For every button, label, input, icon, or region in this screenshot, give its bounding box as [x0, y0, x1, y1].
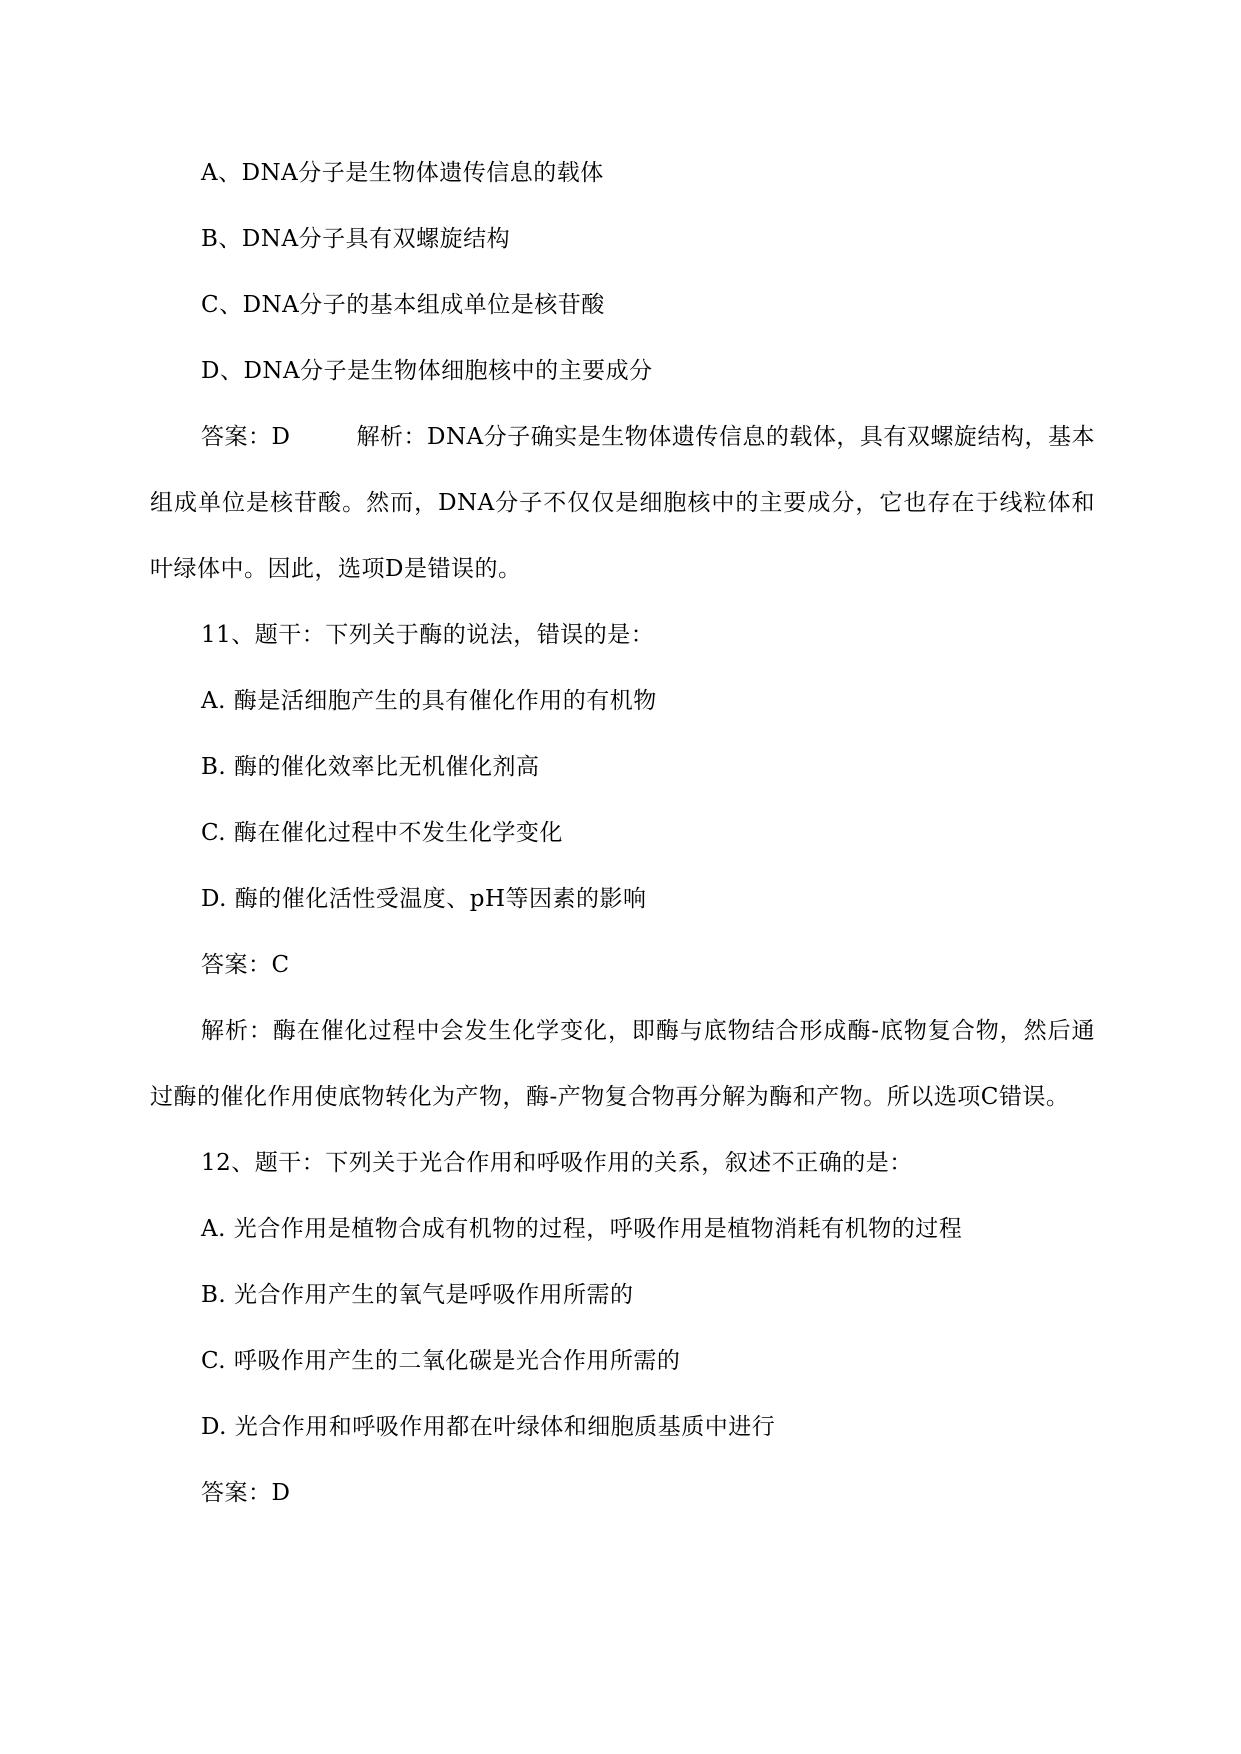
q10-answer-paragraph — [150, 404, 1095, 602]
q10-option-a: A、DNA分子是生物体遗传信息的载体 — [201, 160, 604, 186]
q12-option-b: B. 光合作用产生的氧气是呼吸作用所需的 — [201, 1282, 634, 1308]
q11-explanation: 解析：酶在催化过程中会发生化学变化，即酶与底物结合形成酶-底物复合物，然后通过酶的催化作用使底物转化为产物，酶-产物复合物再分解为酶和产物。所以选项C错误。 — [150, 1018, 1095, 1110]
q12-stem: 12、题干：下列关于光合作用和呼吸作用的关系，叙述不正确的是： — [201, 1150, 913, 1176]
q10-option-b: B、DNA分子具有双螺旋结构 — [201, 226, 511, 252]
q12-option-d: D. 光合作用和呼吸作用都在叶绿体和细胞质基质中进行 — [201, 1414, 776, 1440]
page-content — [150, 140, 1095, 1526]
q11-option-d: D. 酶的催化活性受温度、pH等因素的影响 — [201, 886, 647, 912]
q11-option-c: C. 酶在催化过程中不发生化学变化 — [201, 820, 563, 846]
q10-answer: 答案：D — [201, 424, 291, 450]
q10-option-d: D、DNA分子是生物体细胞核中的主要成分 — [201, 358, 653, 384]
q10-option-c: C、DNA分子的基本组成单位是核苷酸 — [201, 292, 605, 318]
q11-option-a: A. 酶是活细胞产生的具有催化作用的有机物 — [201, 688, 657, 714]
q10-explanation: 解析：DNA分子确实是生物体遗传信息的载体，具有双螺旋结构，基本组成单位是核苷酸。然而，DNA分子不仅仅是细胞核中的主要成分，它也存在于线粒体和叶绿体中。因此，选项D是错误的。 — [150, 424, 1095, 582]
q12-option-a: A. 光合作用是植物合成有机物的过程，呼吸作用是植物消耗有机物的过程 — [201, 1216, 963, 1242]
q11-stem: 11、题干：下列关于酶的说法，错误的是： — [201, 622, 655, 648]
q11-answer: 答案：C — [201, 952, 290, 978]
q12-option-c: C. 呼吸作用产生的二氧化碳是光合作用所需的 — [201, 1348, 681, 1374]
q12-answer: 答案：D — [201, 1480, 291, 1506]
q11-option-b: B. 酶的催化效率比无机催化剂高 — [201, 754, 540, 780]
